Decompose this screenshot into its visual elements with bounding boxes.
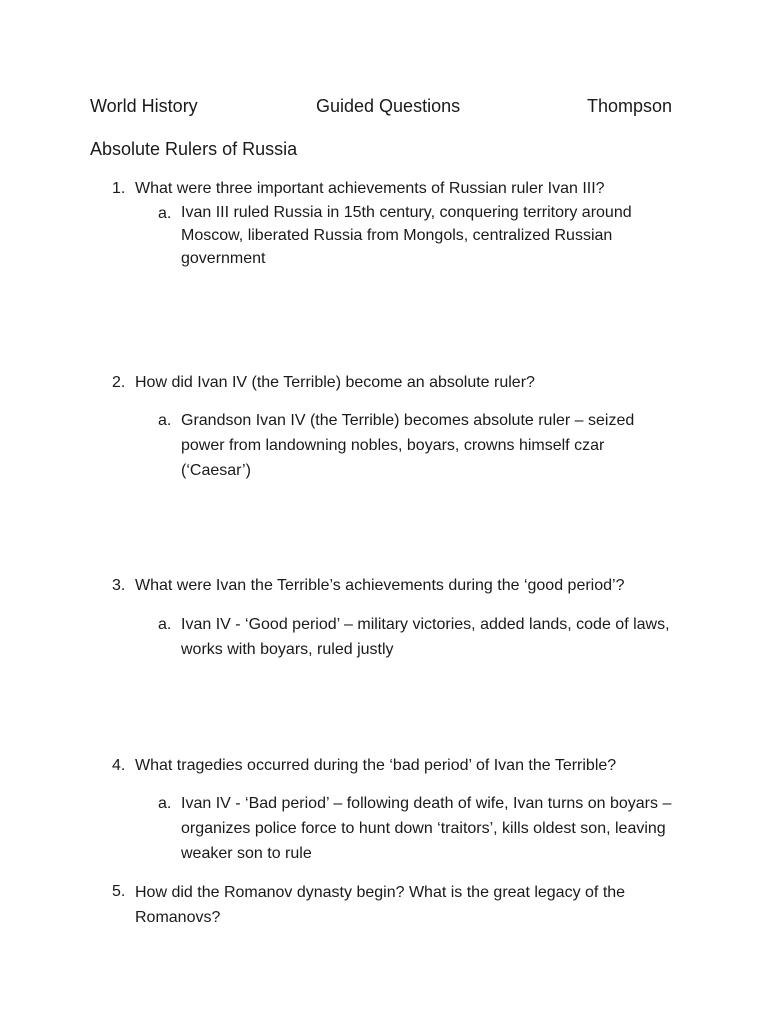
answer-text: Grandson Ivan IV (the Terrible) becomes absolute ruler – seized power from landowning nobles, boyars, crowns himself czar (‘Caesar’): [181, 412, 635, 479]
question-text: How did the Romanov dynasty begin? What is the great legacy of the Romanovs?: [135, 884, 626, 926]
question-1: [112, 177, 692, 200]
question-2: [112, 371, 692, 394]
answer-2: [158, 408, 678, 483]
question-number: 1.: [112, 180, 126, 197]
document-title: Absolute Rulers of Russia: [90, 139, 298, 159]
question-5: [112, 880, 652, 930]
header-course: World History: [90, 96, 198, 116]
question-text: How did Ivan IV (the Terrible) become an absolute ruler?: [135, 374, 535, 391]
answer-text: Ivan IV - ‘Bad period’ – following death of wife, Ivan turns on boyars – organizes police force to hunt down ‘traitors’, kills oldest son, leaving weaker son to rule: [181, 795, 672, 862]
answer-3: [158, 612, 678, 662]
answer-text: Ivan IV - ‘Good period’ – military victories, added lands, code of laws, works with boyars, ruled justly: [181, 616, 670, 658]
question-number: 2.: [112, 374, 126, 391]
question-text: What were three important achievements of Russian ruler Ivan III?: [135, 180, 605, 197]
question-number: 4.: [112, 757, 126, 774]
question-text: What tragedies occurred during the ‘bad period’ of Ivan the Terrible?: [135, 757, 617, 774]
header-assignment: Guided Questions: [316, 96, 461, 116]
header-teacher: Thompson: [587, 96, 673, 116]
question-number: 5.: [112, 883, 126, 900]
question-4: [112, 754, 692, 777]
question-number: 3.: [112, 577, 126, 594]
answer-text: Ivan III ruled Russia in 15th century, conquering territory around Moscow, liberated Russia from Mongols, centralized Russian government: [181, 204, 632, 267]
answer-4: [158, 791, 678, 866]
answer-letter: a.: [158, 795, 172, 812]
answer-letter: a.: [158, 412, 172, 429]
question-text: What were Ivan the Terrible’s achievements during the ‘good period’?: [135, 577, 625, 594]
answer-1: [158, 201, 678, 270]
question-3: [112, 574, 692, 597]
answer-letter: a.: [158, 205, 172, 222]
answer-letter: a.: [158, 616, 172, 633]
